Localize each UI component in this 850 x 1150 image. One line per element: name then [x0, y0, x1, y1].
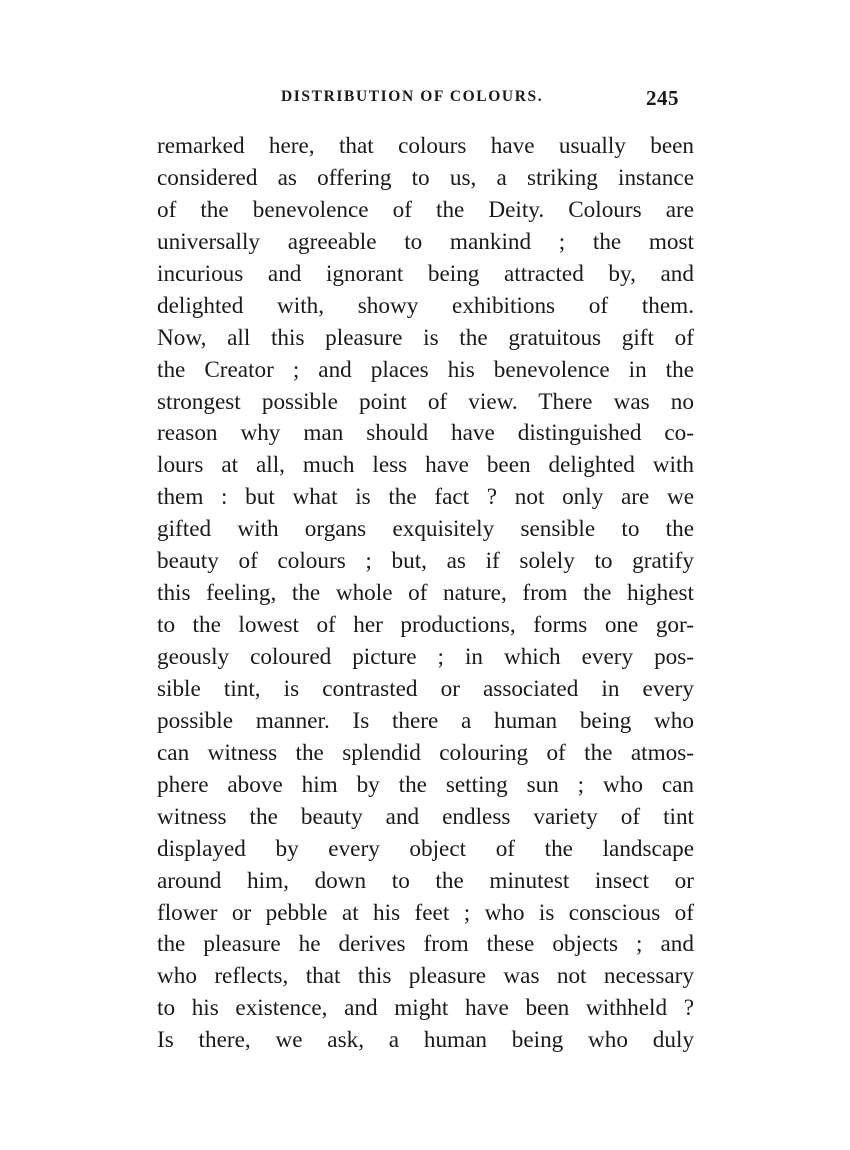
text-line: incurious and ignorant being attracted by, and	[157, 260, 694, 287]
text-line: the Creator ; and places his benevolence in the	[157, 356, 694, 383]
text-line: gifted with organs exquisitely sensible to the	[157, 516, 694, 543]
text-line: who reflects, that this pleasure was not necessary	[157, 963, 694, 990]
text-line: delighted with, showy exhibitions of them.	[157, 292, 694, 319]
text-line: Is there, we ask, a human being who duly	[157, 1027, 694, 1054]
text-line: phere above him by the setting sun ; who can	[157, 771, 694, 798]
text-line: this feeling, the whole of nature, from the highest	[157, 580, 694, 607]
text-line: witness the beauty and endless variety of tint	[157, 803, 694, 830]
running-title: DISTRIBUTION OF COLOURS.	[281, 88, 544, 105]
text-line: geously coloured picture ; in which every pos-	[157, 644, 694, 670]
text-line: reason why man should have distinguished co-	[157, 420, 694, 447]
text-line: can witness the splendid colouring of the atmos-	[157, 739, 694, 766]
text-line: to his existence, and might have been withheld ?	[157, 995, 694, 1022]
text-line: to the lowest of her productions, forms one gor-	[157, 612, 694, 639]
text-line: the pleasure he derives from these objects ; and	[157, 931, 694, 958]
page-number: 245	[646, 86, 679, 110]
text-line: possible manner. Is there a human being who	[157, 707, 694, 734]
text-line: them : but what is the fact ? not only are we	[157, 484, 694, 511]
text-line: remarked here, that colours have usually been	[157, 133, 694, 159]
text-line: beauty of colours ; but, as if solely to gratify	[157, 548, 694, 575]
text-line: sible tint, is contrasted or associated in every	[157, 675, 694, 702]
text-line: Now, all this pleasure is the gratuitous gift of	[157, 324, 694, 351]
text-line: strongest possible point of view. There was no	[157, 388, 694, 415]
text-line: of the benevolence of the Deity. Colours are	[157, 196, 694, 223]
body-text	[157, 131, 694, 1057]
text-line: around him, down to the minutest insect or	[157, 867, 694, 894]
text-line: displayed by every object of the landscape	[157, 835, 694, 862]
text-line: considered as offering to us, a striking instance	[157, 164, 694, 191]
text-line: lours at all, much less have been delighted with	[157, 452, 694, 479]
text-line: universally agreeable to mankind ; the most	[157, 228, 694, 255]
text-line: flower or pebble at his feet ; who is conscious of	[157, 899, 694, 926]
